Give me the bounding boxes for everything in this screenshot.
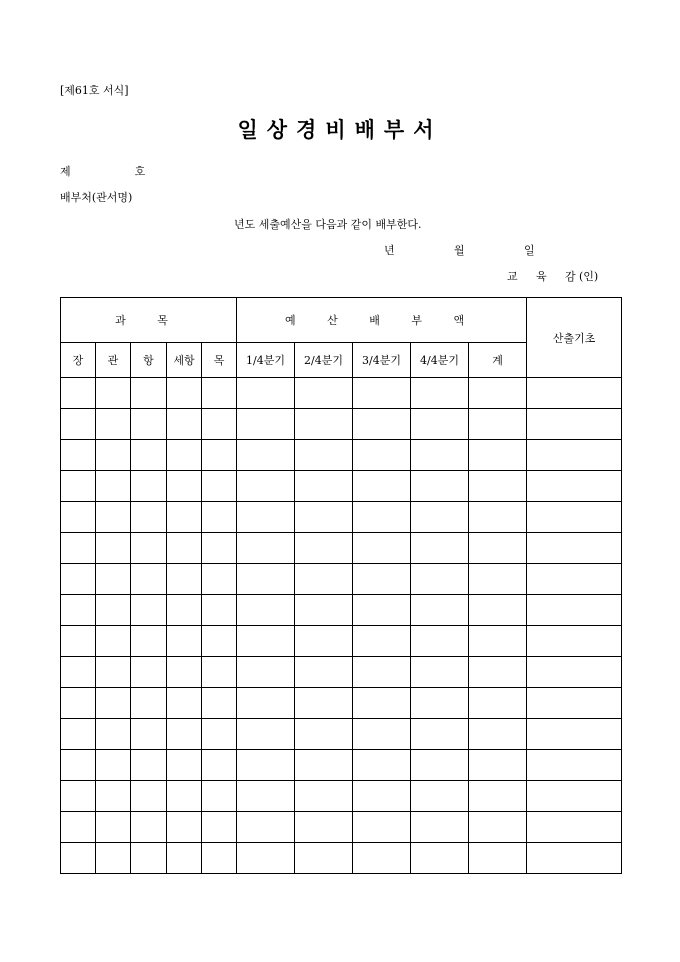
- table-cell: [202, 440, 237, 471]
- col-q4: 4/4분기: [411, 343, 469, 378]
- table-cell: [96, 843, 131, 874]
- table-cell: [131, 378, 167, 409]
- table-cell: [527, 812, 622, 843]
- table-cell: [295, 471, 353, 502]
- table-cell: [237, 378, 295, 409]
- table-cell: [131, 626, 167, 657]
- table-cell: [295, 533, 353, 564]
- table-cell: [469, 812, 527, 843]
- header-basis: 산출기초: [527, 298, 622, 378]
- table-cell: [295, 626, 353, 657]
- table-cell: [527, 750, 622, 781]
- table-cell: [167, 812, 202, 843]
- table-cell: [469, 533, 527, 564]
- table-cell: [96, 564, 131, 595]
- table-cell: [61, 533, 96, 564]
- table-cell: [527, 719, 622, 750]
- table-cell: [411, 502, 469, 533]
- table-cell: [237, 750, 295, 781]
- col-jang: 장: [61, 343, 96, 378]
- table-row: [61, 781, 622, 812]
- table-cell: [96, 688, 131, 719]
- table-cell: [295, 502, 353, 533]
- table-cell: [131, 440, 167, 471]
- table-cell: [131, 781, 167, 812]
- table-cell: [61, 688, 96, 719]
- table-cell: [353, 719, 411, 750]
- table-cell: [411, 843, 469, 874]
- table-cell: [237, 657, 295, 688]
- table-row: [61, 595, 622, 626]
- table-row: [61, 626, 622, 657]
- table-cell: [61, 409, 96, 440]
- table-cell: [295, 440, 353, 471]
- table-cell: [96, 812, 131, 843]
- table-cell: [237, 564, 295, 595]
- table-cell: [527, 440, 622, 471]
- table-cell: [411, 719, 469, 750]
- table-cell: [202, 595, 237, 626]
- form-number: [제61호 서식]: [60, 84, 129, 97]
- table-cell: [411, 533, 469, 564]
- table-cell: [61, 750, 96, 781]
- table-cell: [469, 750, 527, 781]
- table-cell: [411, 471, 469, 502]
- date-day: 일: [524, 244, 535, 257]
- official-seal: (인): [579, 270, 599, 283]
- table-cell: [167, 378, 202, 409]
- table-cell: [61, 471, 96, 502]
- table-cell: [131, 409, 167, 440]
- table-cell: [353, 843, 411, 874]
- table-cell: [353, 812, 411, 843]
- header-budget: 예 산 배 부 액: [237, 298, 527, 343]
- table-cell: [411, 564, 469, 595]
- table-cell: [131, 688, 167, 719]
- statement-text: 년도 세출예산을 다음과 같이 배부한다.: [234, 218, 422, 231]
- col-mok: 목: [202, 343, 237, 378]
- table-cell: [96, 626, 131, 657]
- table-cell: [131, 719, 167, 750]
- table-cell: [131, 812, 167, 843]
- table-cell: [202, 843, 237, 874]
- table-cell: [411, 781, 469, 812]
- table-cell: [527, 595, 622, 626]
- table-cell: [527, 533, 622, 564]
- table-cell: [295, 781, 353, 812]
- table-cell: [202, 471, 237, 502]
- table-cell: [527, 843, 622, 874]
- table-cell: [295, 657, 353, 688]
- table-row: [61, 502, 622, 533]
- table-cell: [167, 750, 202, 781]
- table-row: [61, 533, 622, 564]
- table-cell: [295, 719, 353, 750]
- table-cell: [167, 595, 202, 626]
- table-cell: [202, 688, 237, 719]
- table-cell: [167, 440, 202, 471]
- table-cell: [527, 378, 622, 409]
- table-cell: [353, 440, 411, 471]
- table-cell: [96, 750, 131, 781]
- table-cell: [237, 471, 295, 502]
- table-cell: [295, 750, 353, 781]
- table-cell: [96, 533, 131, 564]
- table-cell: [61, 595, 96, 626]
- table-row: [61, 812, 622, 843]
- table-cell: [131, 471, 167, 502]
- table-cell: [131, 533, 167, 564]
- table-cell: [96, 440, 131, 471]
- table-cell: [469, 378, 527, 409]
- table-cell: [527, 471, 622, 502]
- table-row: [61, 657, 622, 688]
- table-row: [61, 440, 622, 471]
- table-cell: [61, 843, 96, 874]
- table-cell: [353, 688, 411, 719]
- table-cell: [202, 626, 237, 657]
- number-prefix: 제: [60, 165, 71, 178]
- date-month: 월: [454, 244, 465, 257]
- table-cell: [202, 502, 237, 533]
- table-cell: [353, 750, 411, 781]
- table-cell: [469, 502, 527, 533]
- document-number: [60, 163, 145, 179]
- table-cell: [295, 564, 353, 595]
- table-cell: [167, 409, 202, 440]
- table-cell: [167, 781, 202, 812]
- table-cell: [202, 719, 237, 750]
- table-cell: [237, 440, 295, 471]
- table-cell: [96, 719, 131, 750]
- table-cell: [411, 626, 469, 657]
- table-cell: [411, 409, 469, 440]
- table-cell: [237, 843, 295, 874]
- table-cell: [527, 626, 622, 657]
- table-cell: [131, 564, 167, 595]
- table-row: [61, 688, 622, 719]
- table-cell: [527, 502, 622, 533]
- budget-table: [60, 297, 622, 874]
- table-cell: [61, 626, 96, 657]
- table-cell: [469, 471, 527, 502]
- table-cell: [61, 781, 96, 812]
- table-cell: [527, 688, 622, 719]
- table-cell: [96, 502, 131, 533]
- table-cell: [353, 564, 411, 595]
- col-q2: 2/4분기: [295, 343, 353, 378]
- table-cell: [167, 502, 202, 533]
- table-cell: [411, 595, 469, 626]
- table-cell: [131, 502, 167, 533]
- official-char-1: 교: [507, 270, 518, 283]
- table-cell: [167, 471, 202, 502]
- table-cell: [61, 564, 96, 595]
- table-cell: [202, 378, 237, 409]
- table-cell: [237, 533, 295, 564]
- table-cell: [353, 409, 411, 440]
- table-cell: [167, 719, 202, 750]
- col-q1: 1/4분기: [237, 343, 295, 378]
- table-cell: [411, 378, 469, 409]
- official-char-2: 육: [536, 270, 547, 283]
- col-q3: 3/4분기: [353, 343, 411, 378]
- table-cell: [411, 440, 469, 471]
- date-year: 년: [384, 244, 395, 257]
- table-cell: [237, 626, 295, 657]
- table-cell: [202, 781, 237, 812]
- col-gwan: 관: [96, 343, 131, 378]
- table-cell: [527, 657, 622, 688]
- table-cell: [202, 750, 237, 781]
- table-cell: [202, 812, 237, 843]
- header-account: 과 목: [61, 298, 237, 343]
- table-cell: [237, 595, 295, 626]
- table-cell: [295, 378, 353, 409]
- col-total: 계: [469, 343, 527, 378]
- table-cell: [61, 719, 96, 750]
- table-cell: [237, 781, 295, 812]
- table-cell: [295, 688, 353, 719]
- table-cell: [61, 378, 96, 409]
- table-cell: [61, 502, 96, 533]
- table-cell: [237, 688, 295, 719]
- table-cell: [96, 657, 131, 688]
- table-cell: [353, 781, 411, 812]
- table-row: [61, 471, 622, 502]
- table-cell: [167, 626, 202, 657]
- table-cell: [131, 657, 167, 688]
- table-cell: [469, 564, 527, 595]
- table-cell: [237, 409, 295, 440]
- table-cell: [295, 812, 353, 843]
- table-cell: [237, 502, 295, 533]
- table-cell: [353, 657, 411, 688]
- table-cell: [295, 843, 353, 874]
- table-cell: [131, 750, 167, 781]
- table-cell: [353, 378, 411, 409]
- table-cell: [96, 595, 131, 626]
- table-cell: [167, 688, 202, 719]
- table-cell: [202, 409, 237, 440]
- table-cell: [353, 595, 411, 626]
- table-row: [61, 564, 622, 595]
- number-suffix: 호: [134, 165, 146, 178]
- table-cell: [96, 378, 131, 409]
- table-cell: [469, 595, 527, 626]
- table-cell: [202, 533, 237, 564]
- col-hang: 항: [131, 343, 167, 378]
- table-cell: [202, 564, 237, 595]
- table-cell: [411, 688, 469, 719]
- table-cell: [295, 409, 353, 440]
- table-cell: [469, 843, 527, 874]
- table-cell: [411, 750, 469, 781]
- table-cell: [61, 812, 96, 843]
- official-char-3: 감: [565, 270, 576, 283]
- table-cell: [96, 409, 131, 440]
- table-cell: [167, 533, 202, 564]
- table-cell: [131, 843, 167, 874]
- table-cell: [167, 564, 202, 595]
- table-cell: [96, 781, 131, 812]
- table-cell: [237, 812, 295, 843]
- recipient-label: 배부처(관서명): [60, 191, 133, 204]
- table-cell: [411, 812, 469, 843]
- table-cell: [469, 409, 527, 440]
- table-cell: [469, 626, 527, 657]
- table-cell: [61, 440, 96, 471]
- table-row: [61, 409, 622, 440]
- table-cell: [353, 626, 411, 657]
- table-cell: [202, 657, 237, 688]
- table-cell: [295, 595, 353, 626]
- table-cell: [527, 564, 622, 595]
- table-cell: [411, 657, 469, 688]
- col-sehang: 세항: [167, 343, 202, 378]
- table-cell: [131, 595, 167, 626]
- document-title: 일상경비배부서: [237, 117, 443, 142]
- table-row: [61, 378, 622, 409]
- table-cell: [469, 657, 527, 688]
- table-cell: [167, 657, 202, 688]
- table-cell: [167, 843, 202, 874]
- table-cell: [353, 533, 411, 564]
- table-row: [61, 719, 622, 750]
- table-row: [61, 843, 622, 874]
- table-cell: [527, 781, 622, 812]
- table-cell: [527, 409, 622, 440]
- table-cell: [469, 781, 527, 812]
- table-cell: [96, 471, 131, 502]
- table-cell: [469, 688, 527, 719]
- table-cell: [237, 719, 295, 750]
- table-cell: [469, 719, 527, 750]
- table-cell: [61, 657, 96, 688]
- table-cell: [469, 440, 527, 471]
- table-row: [61, 750, 622, 781]
- table-cell: [353, 502, 411, 533]
- table-cell: [353, 471, 411, 502]
